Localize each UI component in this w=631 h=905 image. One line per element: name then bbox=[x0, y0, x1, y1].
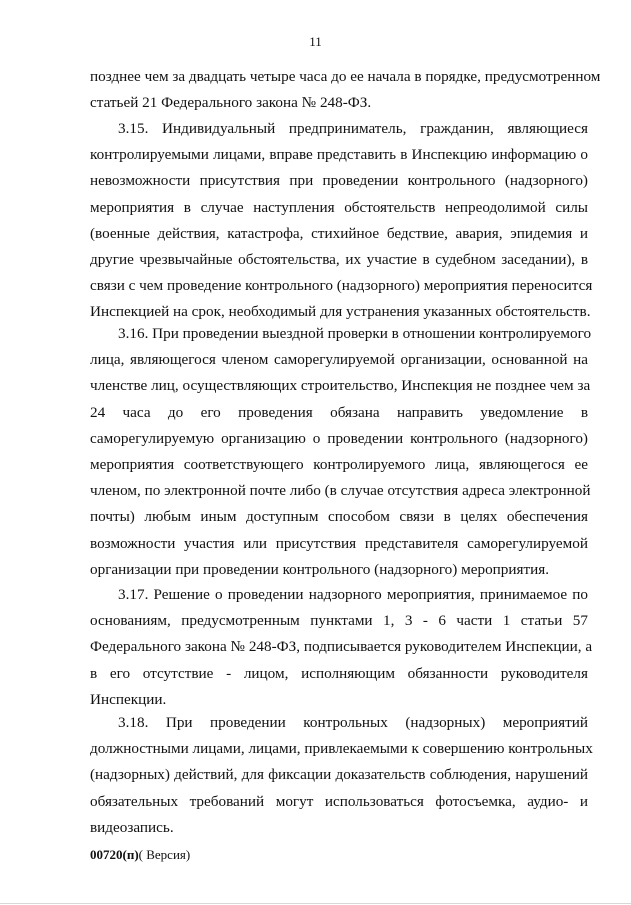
paragraph-line: саморегулируемую организацию о проведении контрольного (надзорного) bbox=[90, 429, 588, 447]
paragraph-line: 3.15. Индивидуальный предприниматель, гражданин, являющиеся bbox=[118, 120, 588, 137]
paragraph-line: членстве лиц, осуществляющих строительство, Инспекция не позднее чем за bbox=[90, 377, 591, 395]
paragraph-line: обязательных требований могут использоваться фотосъемка, аудио- и bbox=[90, 792, 588, 810]
paragraph-line: Инспекцией на срок, необходимый для устранения указанных обстоятельств. bbox=[90, 303, 591, 321]
paragraph-3-17 bbox=[90, 582, 593, 713]
document-code: 00720(п) bbox=[90, 847, 139, 862]
paragraph-3-18 bbox=[90, 710, 593, 841]
paragraph-line: в его отсутствие - лицом, исполняющим обязанности руководителя bbox=[90, 664, 588, 682]
paragraph-line: возможности участия или присутствия представителя саморегулируемой bbox=[90, 534, 588, 552]
paragraph-line: должностными лицами, лицами, привлекаемыми к совершению контрольных bbox=[90, 740, 593, 758]
paragraph-3-16 bbox=[90, 321, 592, 583]
paragraph-3-15 bbox=[90, 116, 593, 326]
paragraph-line: невозможности присутствия при проведении контрольного (надзорного) bbox=[90, 172, 588, 190]
paragraph-line: Федерального закона № 248-ФЗ, подписывается руководителем Инспекции, а bbox=[90, 638, 593, 656]
paragraph-continuation bbox=[90, 64, 601, 116]
paragraph-line: 3.16. При проведении выездной проверки в отношении контролируемого bbox=[118, 325, 592, 342]
paragraph-line: 3.17. Решение о проведении надзорного мероприятия, принимаемое по bbox=[118, 586, 588, 603]
document-version: ( Версия) bbox=[138, 847, 191, 862]
paragraph-line: лица, являющегося членом саморегулируемой организации, основанной на bbox=[90, 351, 588, 369]
paragraph-line: позднее чем за двадцать четыре часа до ее начала в порядке, предусмотренном bbox=[90, 68, 601, 85]
paragraph-line: видеозапись. bbox=[90, 818, 174, 836]
footer bbox=[90, 847, 190, 863]
paragraph-line: связи с чем проведение контрольного (надзорного) мероприятия переносится bbox=[90, 277, 593, 295]
scan-edge-divider bbox=[0, 903, 631, 904]
paragraph-line: организации при проведении контрольного (надзорного) мероприятия. bbox=[90, 560, 550, 578]
paragraph-line: 3.18. При проведении контрольных (надзорных) мероприятий bbox=[118, 714, 588, 731]
paragraph-line: (надзорных) действий, для фиксации доказательств соблюдения, нарушений bbox=[90, 766, 588, 784]
paragraph-line: (военные действия, катастрофа, стихийное бедствие, авария, эпидемия и bbox=[90, 224, 588, 242]
paragraph-line: контролируемыми лицами, вправе представить в Инспекцию информацию о bbox=[90, 146, 588, 164]
paragraph-line: 24 часа до его проведения обязана направить уведомление в bbox=[90, 403, 588, 421]
paragraph-line: статьей 21 Федерального закона № 248-ФЗ. bbox=[90, 94, 372, 112]
paragraph-line: основаниям, предусмотренным пунктами 1, 3 - 6 части 1 статьи 57 bbox=[90, 612, 588, 630]
paragraph-line: членом, по электронной почте либо (в случае отсутствия адреса электронной bbox=[90, 482, 591, 500]
paragraph-line: другие чрезвычайные обстоятельства, их участие в судебном заседании), в bbox=[90, 250, 588, 268]
paragraph-line: Инспекции. bbox=[90, 690, 167, 708]
page-number: 11 bbox=[309, 34, 322, 49]
paragraph-line: мероприятия соответствующего контролируемого лица, являющегося ее bbox=[90, 455, 588, 473]
paragraph-line: мероприятия в случае наступления обстоятельств непреодолимой силы bbox=[90, 198, 588, 216]
paragraph-line: почты) любым иным доступным способом связи в целях обеспечения bbox=[90, 508, 588, 526]
